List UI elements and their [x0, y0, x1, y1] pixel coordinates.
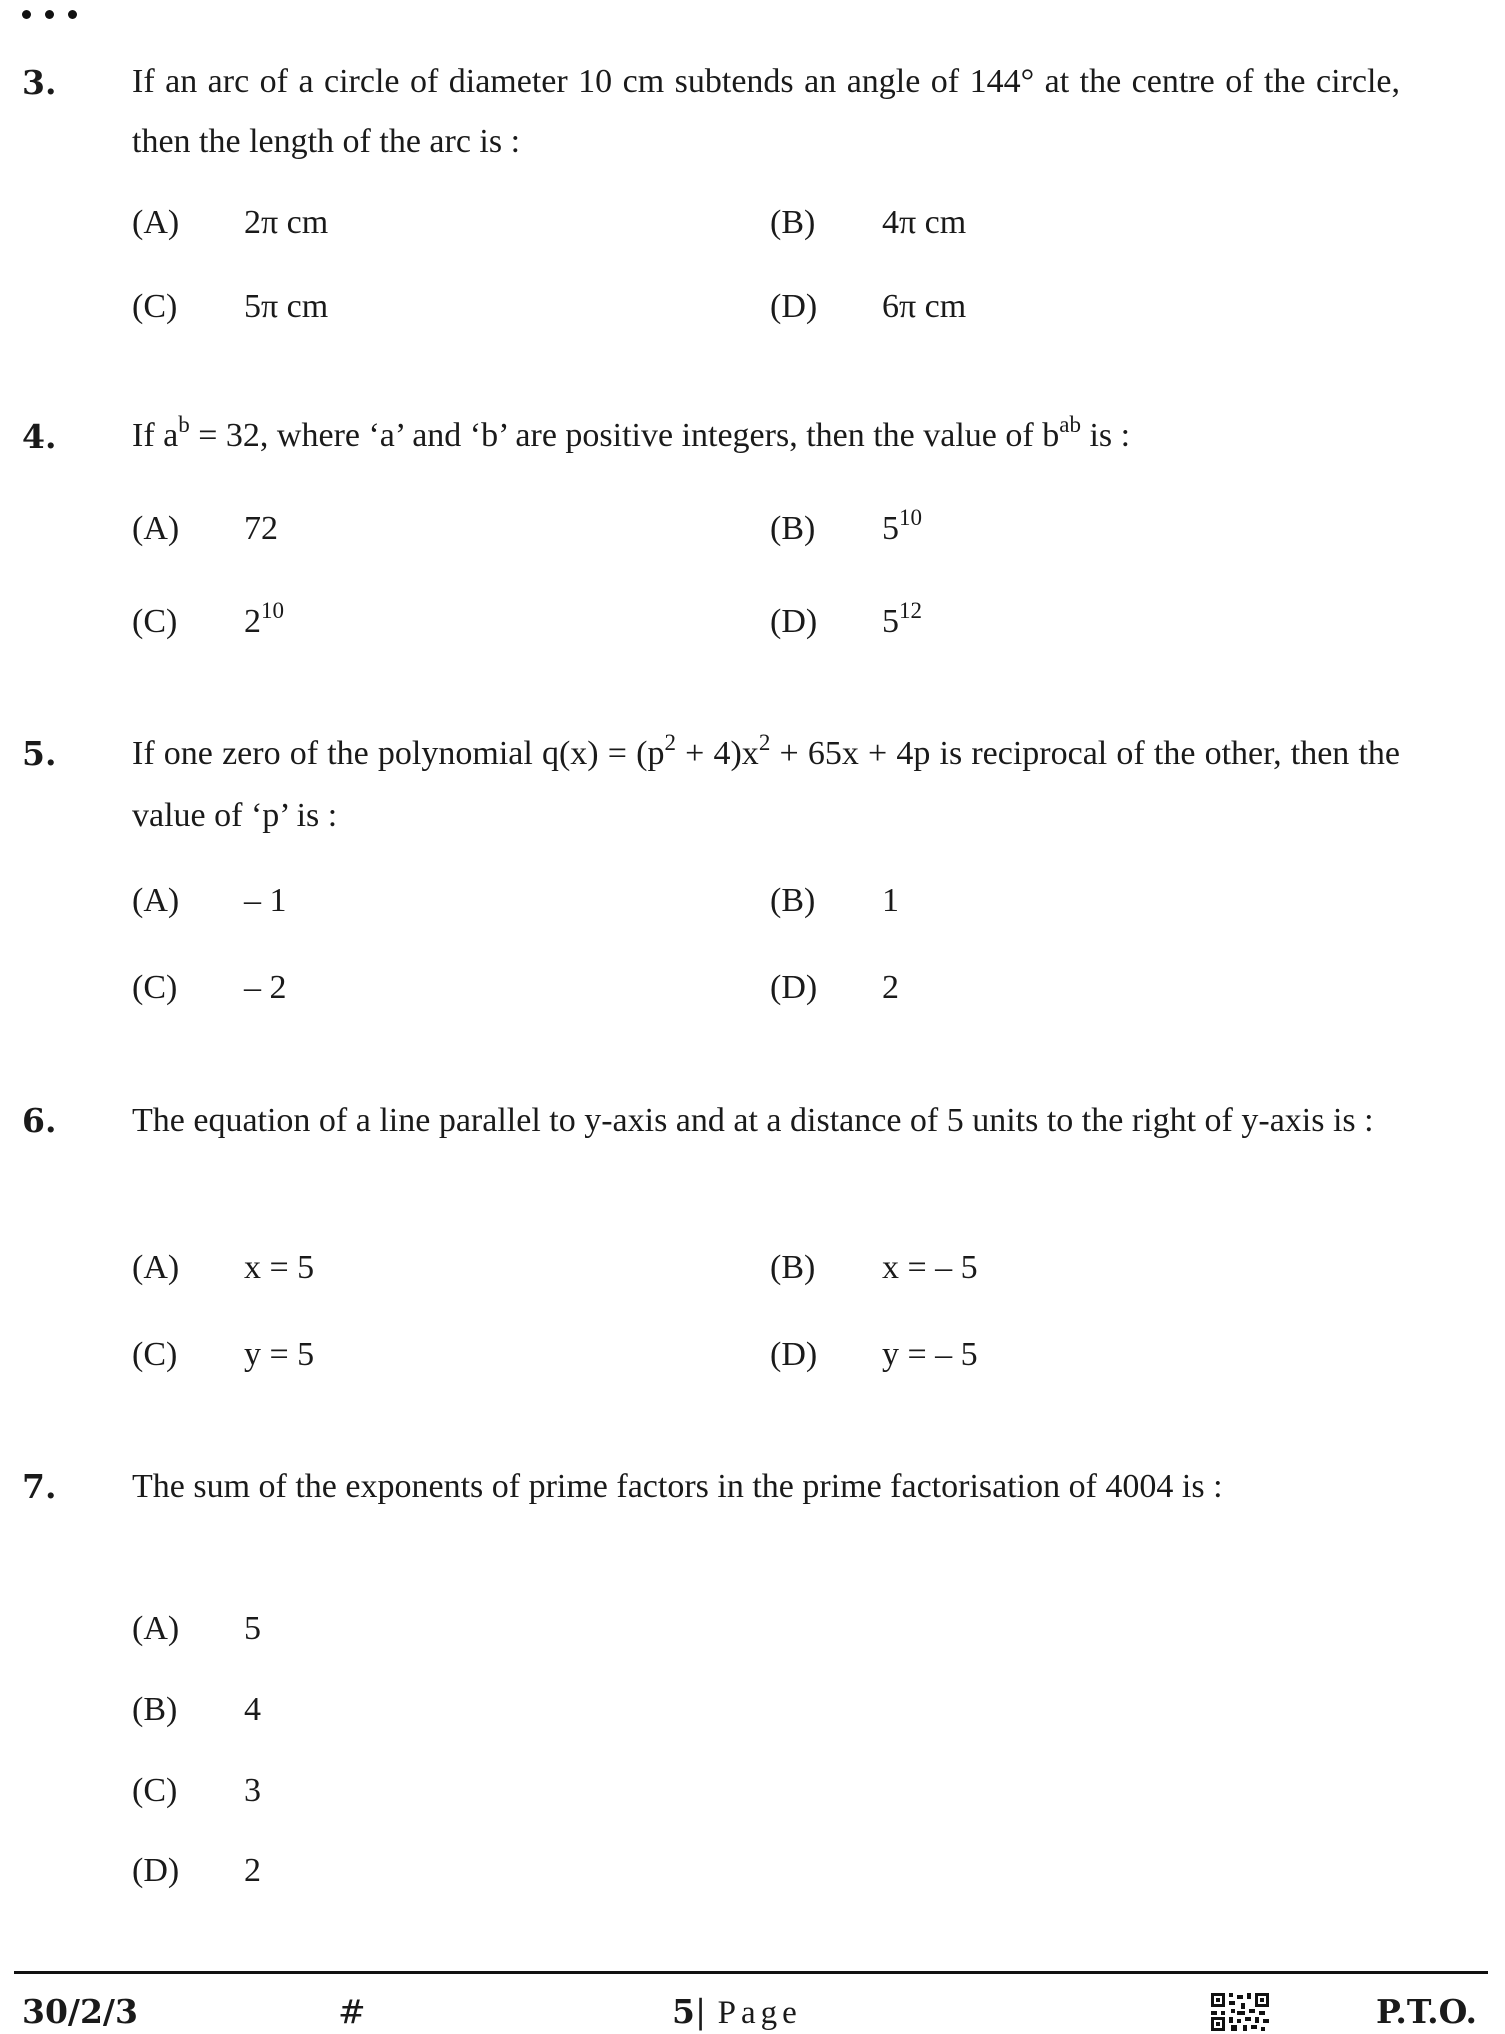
paper-code: 30/2/3 — [22, 1992, 138, 2031]
option-value: 1 — [882, 882, 899, 919]
option-a[interactable] — [132, 878, 287, 924]
option-value: 2 — [244, 1852, 261, 1889]
option-value: y = 5 — [244, 1336, 315, 1373]
dot — [45, 10, 54, 19]
option-label: (A) — [132, 1249, 180, 1286]
question-number: 6. — [22, 1101, 57, 1140]
option-label: (A) — [132, 510, 180, 547]
option-value: 2π cm — [244, 204, 329, 241]
option-value: 5 — [244, 1610, 261, 1647]
option-label: (D) — [770, 288, 818, 325]
option-c[interactable] — [132, 1332, 314, 1378]
option-a[interactable] — [132, 506, 278, 552]
footer-divider — [14, 1971, 1488, 1974]
option-label: (A) — [132, 882, 180, 919]
pto-label: P.T.O. — [1376, 1992, 1477, 2031]
option-exponent: 10 — [899, 505, 922, 531]
dot — [22, 10, 31, 19]
option-b[interactable] — [770, 200, 966, 246]
option-d[interactable] — [770, 965, 899, 1011]
question-number: 3. — [22, 63, 57, 102]
option-label: (A) — [132, 1610, 180, 1647]
option-c[interactable] — [132, 1768, 261, 1814]
option-value: 2 — [882, 969, 899, 1006]
page-word: Page — [717, 1995, 802, 2031]
option-label: (D) — [770, 603, 818, 640]
option-label: (C) — [132, 1772, 178, 1809]
option-value: 5 — [882, 510, 899, 547]
option-a[interactable] — [132, 1606, 261, 1652]
option-b[interactable] — [132, 1687, 261, 1733]
option-value: – 1 — [244, 882, 287, 919]
question-text: If $a^b = 32$, where ‘a’ and ‘b’ are positive integers, then the value of $b^{ab}$ is : — [132, 411, 1131, 454]
option-label: (B) — [770, 882, 816, 919]
question-text: The equation of a line parallel to y-axis and at a distance of 5 units to the right of y-axis is : — [132, 1102, 1374, 1139]
question-text: The sum of the exponents of prime factors in the prime factorisation of 4004 is : — [132, 1468, 1223, 1505]
question-number: 7. — [22, 1467, 57, 1506]
option-value: 5 — [882, 603, 899, 640]
qr-code-icon — [1211, 1993, 1269, 2031]
option-value: 4 — [244, 1691, 261, 1728]
question-number: 4. — [22, 417, 57, 456]
option-a[interactable] — [132, 1245, 314, 1291]
option-label: (C) — [132, 1336, 178, 1373]
question-number: 5. — [22, 734, 57, 773]
option-label: (D) — [132, 1852, 180, 1889]
option-b[interactable] — [770, 1245, 978, 1291]
option-value: 2 — [244, 603, 261, 640]
option-label: (D) — [770, 969, 818, 1006]
option-label: (B) — [132, 1691, 178, 1728]
option-label: (D) — [770, 1336, 818, 1373]
option-value: y = – 5 — [882, 1336, 978, 1373]
ellipsis-icon — [22, 10, 77, 19]
option-d[interactable] — [132, 1848, 261, 1894]
option-label: (B) — [770, 510, 816, 547]
option-exponent: 12 — [899, 598, 922, 624]
option-value: – 2 — [244, 969, 287, 1006]
option-label: (C) — [132, 288, 178, 325]
dot — [68, 10, 77, 19]
option-b[interactable] — [770, 878, 899, 924]
option-d[interactable] — [770, 284, 966, 330]
option-value: 4π cm — [882, 204, 967, 241]
page-indicator — [672, 1992, 802, 2033]
option-exponent: 10 — [261, 598, 284, 624]
option-label: (B) — [770, 1249, 816, 1286]
option-value: 5π cm — [244, 288, 329, 325]
option-value: 72 — [244, 510, 278, 547]
page-separator: | — [694, 1992, 707, 2031]
page-number: 5 — [672, 1992, 695, 2031]
option-label: (B) — [770, 204, 816, 241]
option-label: (C) — [132, 603, 178, 640]
option-value: 6π cm — [882, 288, 967, 325]
hash-mark: # — [338, 1992, 366, 2031]
option-label: (C) — [132, 969, 178, 1006]
option-value: x = – 5 — [882, 1249, 978, 1286]
option-c[interactable] — [132, 599, 284, 645]
option-label: (A) — [132, 204, 180, 241]
option-d[interactable] — [770, 599, 922, 645]
option-c[interactable] — [132, 284, 328, 330]
option-value: x = 5 — [244, 1249, 315, 1286]
question-text: If an arc of a circle of diameter 10 cm subtends an angle of 144° at the centre of the circle, then the length of the arc is : — [132, 63, 1400, 160]
option-b[interactable] — [770, 506, 922, 552]
option-a[interactable] — [132, 200, 328, 246]
option-c[interactable] — [132, 965, 287, 1011]
option-d[interactable] — [770, 1332, 978, 1378]
option-value: 3 — [244, 1772, 261, 1809]
question-text: If one zero of the polynomial $q(x) = (p^2 + 4)x^2 + 65x + 4p$ is reciprocal of the other, then the value of ‘p’ is : — [132, 729, 1401, 834]
